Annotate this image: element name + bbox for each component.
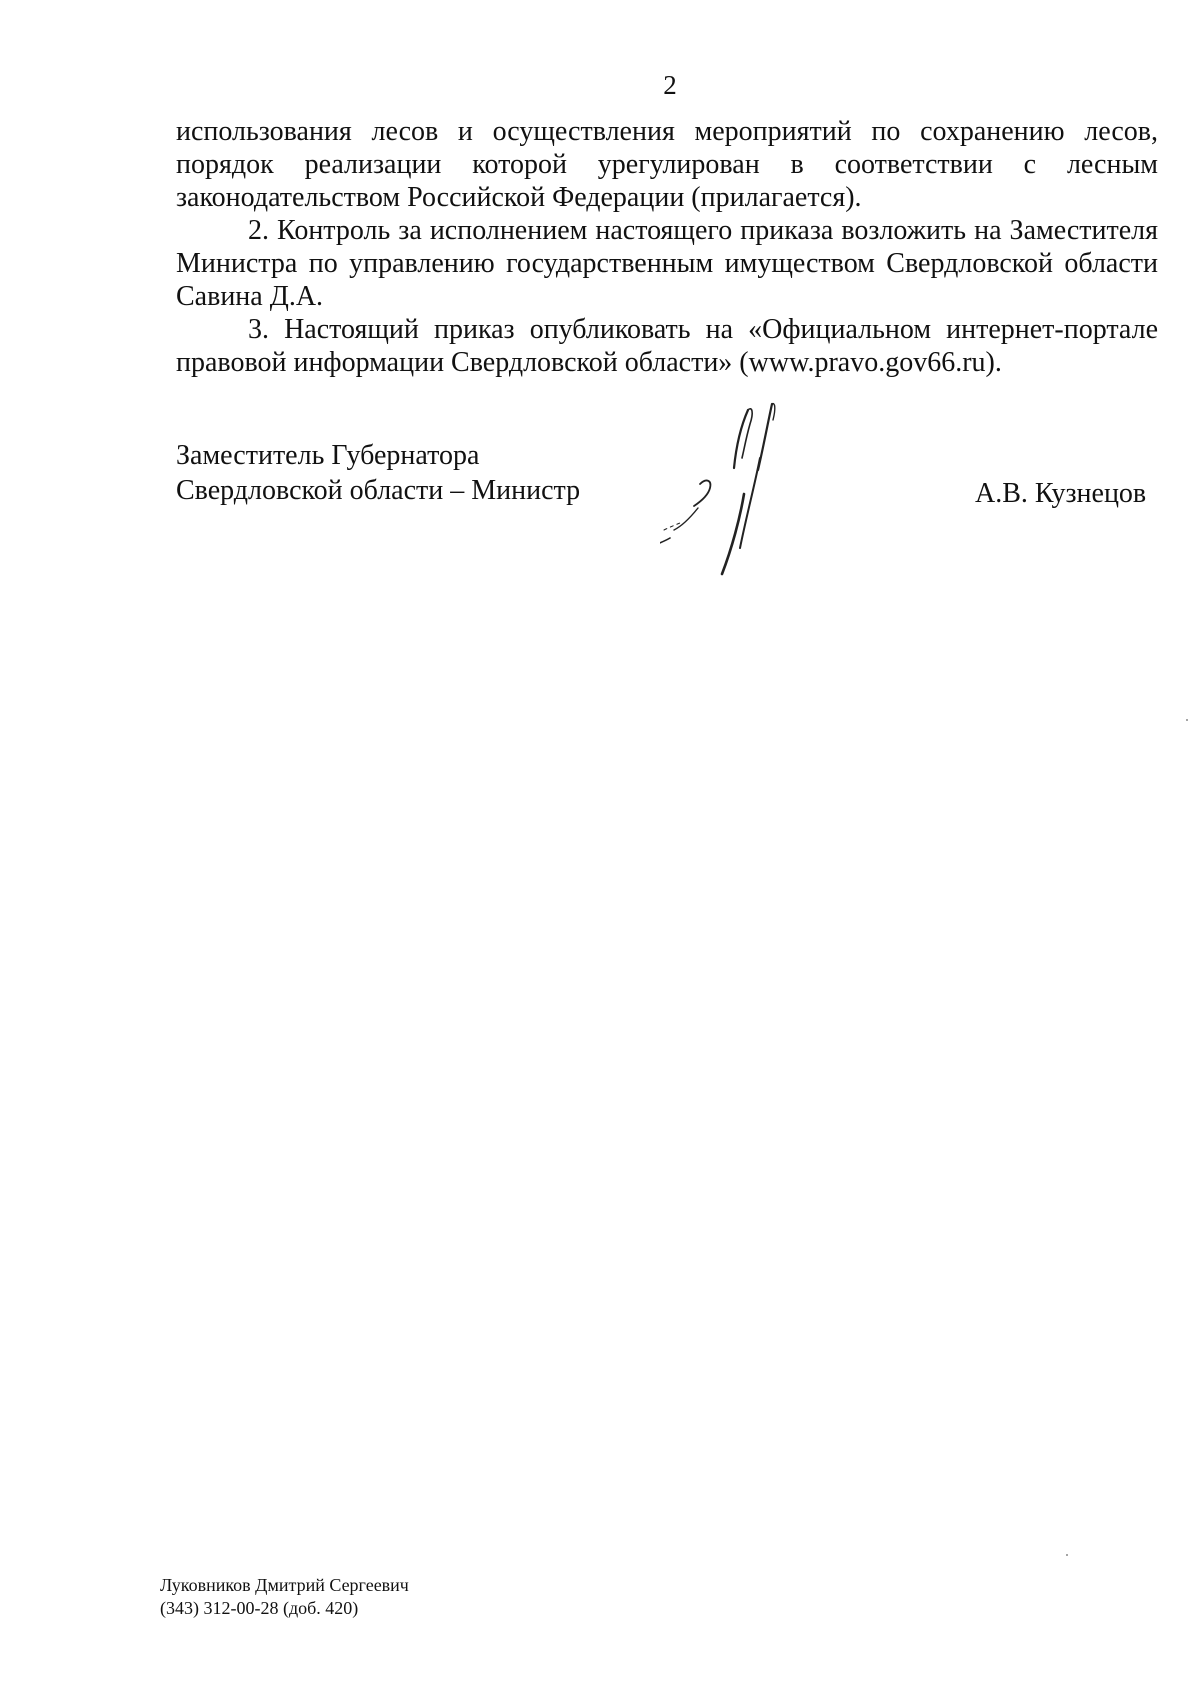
page-number: 2 [663,70,677,100]
scan-speck [1066,1554,1068,1556]
executor-name: Луковников Дмитрий Сергеевич [160,1575,409,1595]
handwritten-signature [660,398,860,598]
scan-speck [1186,719,1188,721]
paragraph-item-3: 3. Настоящий приказ опубликовать на «Официальном интернет-портале правовой информации Свердловской области» (www.pravo.gov66.ru). [176,314,1158,378]
signatory-position-line2: Свердловской области – Министр [176,475,581,506]
paragraph-continuation: использования лесов и осуществления мероприятий по сохранению лесов, порядок реализации которой урегулирован в соответствии с лесным законодательством Российской Федерации (прилагается). [176,116,1158,213]
signatory-position [176,438,580,508]
executor-phone: (343) 312-00-28 (доб. 420) [160,1598,359,1618]
paragraph-item-2: 2. Контроль за исполнением настоящего приказа возложить на Заместителя Министра по управлению государственным имуществом Свердловской области Савина Д.А. [176,215,1158,312]
signatory-position-line1: Заместитель Губернатора [176,440,480,471]
executor-contact [160,1574,409,1620]
document-body [176,115,1158,379]
signer-name: А.В. Кузнецов [975,478,1147,509]
